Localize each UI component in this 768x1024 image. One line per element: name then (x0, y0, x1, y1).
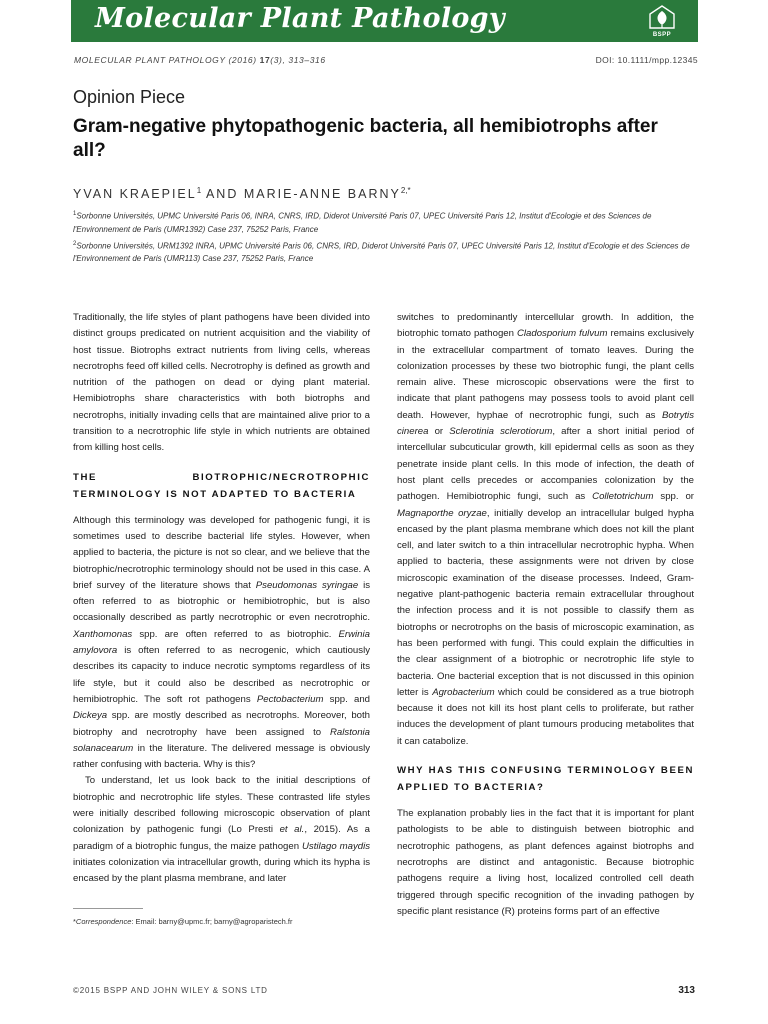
affiliation: $^1$Sorbonne Universités, UPMC Université Paris 06, INRA, CNRS, IRD, Diderot Université Paris 07, UPEC Université Paris 12, Institut d'Ecologie et des Sciences de l'Environnement de Paris (UMR1392) Case 237, 75252 Paris, France (73, 211, 652, 234)
journal-name: Molecular Plant Pathology (95, 3, 505, 34)
author-name: YVAN KRAEPIEL (73, 187, 197, 202)
species-name: Pseudomonas syringae (255, 579, 359, 591)
species-name: Dickeya (73, 710, 108, 722)
doi[interactable]: DOI: 10.1111/mpp.12345 (595, 55, 698, 65)
species-name: Pectobacterium (256, 693, 324, 705)
citation-etal: et al. (279, 824, 305, 836)
species-name: Botrytis cinerea (397, 409, 694, 438)
species-name: Agrobacterium (432, 686, 495, 698)
article-type: Opinion Piece (73, 87, 186, 107)
affiliations (73, 208, 703, 267)
species-name: Colletotrichum (592, 491, 654, 503)
body-column-right (397, 310, 694, 920)
copyright: ©2015 BSPP AND JOHN WILEY & SONS LTD (73, 986, 268, 995)
author-affil-mark: 1 (196, 186, 202, 195)
citation-year: (2016) (228, 55, 257, 65)
paragraph: Traditionally, the life styles of plant pathogens have been divided into distinct groups predicated on nutrient acquisition and the viability of host tissue. Biotrophs extract nutrients from living cells, whereas necrotrophs feed off killed cells. Necrotrophy is defined as growth and nutrition of the pathogen on dead or dying plant material. Hemibiotrophs share characteristics with both biotrophs and necrotrophs, initially invading cells that are maintained alive prior to a transition to a necrotrophic life style in which nutrients are obtained from killing host cells. (73, 312, 370, 454)
citation-issue-pages: (3), 313–316 (270, 55, 326, 65)
species-name: Ustilago maydis (302, 840, 371, 852)
species-name: Ralstonia solanacearum (73, 726, 370, 754)
species-name: Sclerotinia sclerotiorum (449, 426, 553, 438)
affiliation: $^2$Sorbonne Universités, URM1392 INRA, UPMC Université Paris 06, CNRS, IRD, Diderot Université Paris 07, UPEC Université Paris 12, Institut d'Ecologie et des Sciences de l'Environnement de Paris (UMR113) Case 237, 75252 Paris, France (73, 240, 690, 264)
citation-journal: MOLECULAR PLANT PATHOLOGY (74, 55, 226, 65)
author-separator: AND (201, 187, 244, 202)
article-title: Gram-negative phytopathogenic bacteria, all hemibiotrophs after all? (73, 116, 658, 161)
body-column-left (73, 310, 370, 888)
correspondence-footnote: *Correspondence: Email: barny@upmc.fr; barny@agroparistech.fr (73, 917, 293, 926)
correspondence-mark: * (407, 186, 411, 195)
paragraph: Although this terminology was developed for pathogenic fungi, it is sometimes used to describe bacterial life styles. However, when applied to bacteria, the picture is not so clear, and we believe that the biotrophic/necrotrophic terminology should not be used in this case. A brief survey of the literature shows that Pseudomonas syringae is often referred to as biotrophic or hemibiotrophic, but is also occasionally described as partly necrotrophic or even necrotrophic. Xanthomonas spp. are often referred to as biotrophic. Erwinia amylovora is often referred to as necrogenic, which cautiously describes its capacity to induce necrotic symptoms regardless of its life style, but it could also be described as necrotrophic or hemibiotrophic. The soft rot pathogens Pectobacterium spp. and Dickeya spp. are mostly described as necrotrophs. Moreover, both biotrophy and necrotrophy have been assigned to Ralstonia solanacearum in the literature. The delivered message is obviously rather confusing with bacteria. Why is this? (73, 514, 371, 771)
citation-line (74, 55, 326, 65)
footnote-divider (73, 908, 143, 909)
paragraph: The explanation probably lies in the fact that it is important for plant pathologists to be able to distinguish between biotrophic and necrotrophic pathogens, as plant defences against biotrophs and necrotrophs are distinct and antagonistic. Because biotrophic pathogens require a living host, localized controlled cell death triggered through specific recognition of the invading pathogen by specific plant resistance (R) proteins forms part of an effective (397, 808, 694, 917)
species-name: Magnaporthe oryzae (397, 507, 487, 519)
journal-banner (71, 0, 698, 42)
species-name: Xanthomonas (73, 628, 133, 640)
bspp-logo (642, 4, 682, 38)
author-affil-mark: 2,* (400, 186, 411, 195)
species-name: Erwinia amylovora (73, 628, 370, 657)
species-name: Cladosporium fulvum (516, 328, 608, 340)
paragraph: switches to predominantly intercellular growth. In addition, the biotrophic tomato pathogen Cladosporium fulvum remains exclusively in the extracellular compartment of tomato leaves. During the colonization processes by these two biotrophic fungi, the plant cells remain alive. These microscopic observations were the first to indicate that plant pathogens may possess tools to avoid plant cell death. However, hyphae of necrotrophic fungi, such as Botrytis cinerea or Sclerotinia sclerotiorum, after a short initial period of intercellular subcuticular growth, kill epidermal cells as soon as they penetrate inside plant cells. In this mode of infection, the death of host plant cells precedes or accompanies colonization by the pathogen. Hemibiotrophic fungi, such as Colletotrichum spp. or Magnaporthe oryzae, initially develop an intracellular bulged hypha encased by the plant plasma membrane which does not kill the plant cell, and later switch to a thin intracellular necrotrophic hypha. When applied to bacteria, these assignments were not driven by close microscopic examination of the disease processes. Indeed, Gram-negative plant-pathogenic bacteria remain extracellular throughout the infection process and it is not possible to classify them as biotrophs or necrotrophs on the basis of microscopic examination, as has been performed with fungi. This could explain the difficulties in the clear assignment of a biotrophic or necrotrophic life style to bacteria. One bacterial exception that is not discussed in this opinion letter is Agrobacterium which could be considered as a true biotroph because it does not kill its host plant cells to proliferate, but rather induces the development of plant tumours producing metabolites that it can catabolize. (397, 312, 695, 747)
page-number: 313 (678, 985, 695, 996)
bspp-logo-icon (642, 4, 682, 32)
citation-volume: 17 (259, 55, 271, 65)
author-list (73, 186, 411, 201)
section-heading: THE BIOTROPHIC/NECROTROPHIC TERMINOLOGY IS NOT ADAPTED TO BACTERIA (73, 471, 370, 500)
paragraph: To understand, let us look back to the initial descriptions of biotrophic and necrotrophic life styles. These contrasted life styles were initially described following microscopic observation of plant colonization by pathogenic fungi (Lo Presti et al., 2015). As a paradigm of a biotrophic fungus, the maize pathogen Ustilago maydis initiates colonization via intracellular growth, during which its hypha is encased by the plant plasma membrane, and later (73, 775, 371, 885)
author-name: MARIE-ANNE BARNY (243, 187, 401, 202)
logo-text: BSPP (652, 32, 672, 38)
section-heading: WHY HAS THIS CONFUSING TERMINOLOGY BEEN APPLIED TO BACTERIA? (397, 765, 694, 794)
